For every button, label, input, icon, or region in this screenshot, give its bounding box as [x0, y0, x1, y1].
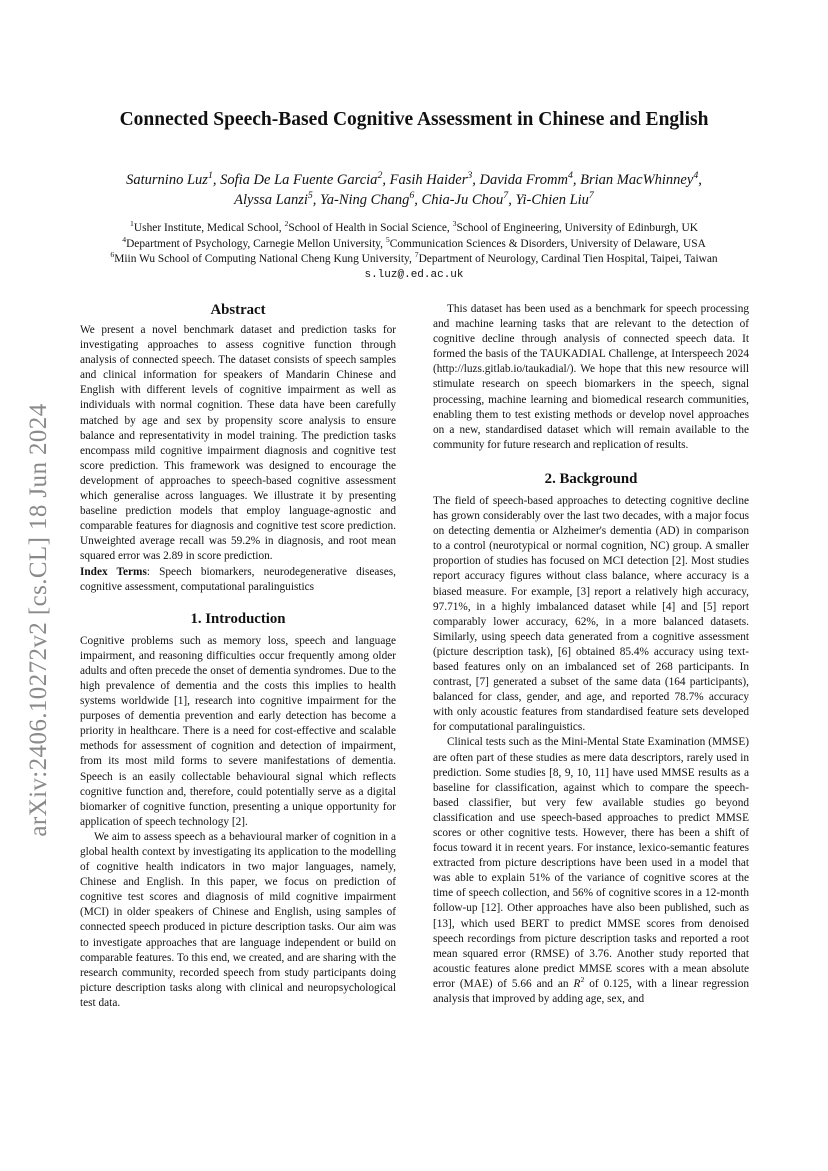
affiliation-mark: 2: [284, 219, 289, 229]
author-name: Fasih Haider: [389, 172, 468, 188]
author-line-2: Alyssa Lanzi$^5$, Ya-Ning Chang$^6$, Chia-Ju Chou$^7$, Yi-Chien Liu$^7$: [234, 190, 594, 208]
author-line-1: Saturnino Luz$^1$, Sofia De La Fuente Garcia$^2$, Fasih Haider$^3$, Davida Fromm$^4$, Brian MacWhinney$^4$,: [126, 170, 702, 188]
affiliation-line-3: [60, 252, 768, 268]
right-column: [433, 300, 749, 1007]
author-affiliation-mark: 4: [693, 170, 699, 182]
author-affiliation-mark: 1: [207, 170, 213, 182]
index-terms-label: Index Terms: [80, 565, 147, 578]
paper-title: Connected Speech-Based Cognitive Assessment in Chinese and English: [119, 109, 709, 130]
affiliation-line-1: [60, 221, 768, 237]
author-affiliation-mark: 7: [588, 190, 594, 202]
background-paragraph-2-part-a: Clinical tests such as the Mini-Mental State Examination (MMSE) are often part of these studies as mere data descriptors, rarely used in prediction. Some studies [8, 9, 10, 11] have used MMSE results as a baseline for classification, against which to compare the speech-based classifier, but very few available studies go beyond classification and use speech-based approaches to predict MMSE scores or other cognitive tests. However, there has been a shift of focus toward it in recent years. For instance, lexico-semantic features extracted from picture descriptions have been used in a model that was able to explain 51% of the variance of cognitive scores at the time of speech collection, and 56% of cognitive scores in a 12-month follow-up [12]. Other approaches have also been published, such as [13], which used BERT to predict MMSE scores from denoised speech recordings from picture description tasks and reported a root mean squared error (RMSE) of 3.76. Another study reported that acoustic features alone predict MMSE scores with a mean absolute error (MAE) of 5.66 and an: [433, 736, 749, 990]
author-name: Saturnino Luz: [126, 172, 208, 188]
affiliation-text: Department of Neurology, Cardinal Tien Hospital, Taipei, Taiwan: [418, 253, 718, 265]
arxiv-sidebar-stamp: [17, 370, 61, 870]
introduction-paragraph-1: Cognitive problems such as memory loss, speech and language impairment, and reasoning difficulties occur frequently among older adults and often precede the onset of dementia syndromes. Due to the high prevalence of dementia and the costs this implies to health systems worldwide [1], research into cognitive impairment for the purposes of dementia prevention and early detection has become a priority in healthcare. There is a need for cost-effective and scalable methods for assessment of cognition and detection of impairment, from its most mild forms to severe manifestations of dementia. Speech is an easily collectable behavioural signal which reflects cognitive function and, therefore, could potentially serve as a digital biomarker of cognitive function, presenting a unique opportunity for application of speech technology [2].: [80, 634, 396, 828]
left-column: [80, 300, 396, 1011]
arxiv-identifier: arXiv:2406.10272v2 [cs.CL] 18 Jun 2024: [25, 403, 52, 837]
introduction-paragraph-2: We aim to assess speech as a behavioural marker of cognition in a global health context by investigating its application to the modelling of cognitive health indicators in two major languages, namely, Chinese and English. In this paper, we focus on prediction of cognitive test scores and diagnosis of mild cognitive impairment (MCI) in older speakers of Chinese and English, using samples of connected speech produced in picture description tasks. Our aim was to investigate approaches that are language independent or build on comparable features. To this end, we created, and are sharing with the research community, recorded speech from study participants doing picture description tasks along with clinical and neuropsychological test data.: [80, 830, 396, 1009]
author-name: Alyssa Lanzi: [234, 192, 308, 208]
author-affiliation-mark: 5: [307, 190, 313, 202]
contact-email: s.luz@.ed.ac.uk: [364, 268, 464, 281]
author-name: Yi-Chien Liu: [515, 192, 589, 208]
affiliation-mark: 3: [452, 219, 457, 229]
author-name: Sofia De La Fuente Garcia: [220, 172, 378, 188]
background-paragraph-2: [433, 735, 749, 1007]
background-paragraph-1: The field of speech-based approaches to detecting cognitive decline has grown considerably over the last two decades, with a major focus on detecting dementia or Alzheimer's dementia (AD) in comparison to a control (neurotypical or normal cognition, NC) group. A smaller proportion of studies has focused on MCI detection [2]. Most studies report accuracy figures without class balance, where accuracy is a biased measure. For example, [3] report a relatively high accuracy, 97.71%, in a highly imbalanced dataset while [4] and [5] report comparably lower accuracy, 62%, in a more balanced datasets. Similarly, using speech data generated from a cognitive assessment (picture description task), [6] obtained 85.4% accuracy using text-based features only on an imbalanced set of 268 participants. In contrast, [7] generated a subset of the same data (164 participants), balanced for class, gender, and age, and reported 78.7% accuracy with only acoustic features from standardised feature sets developed for computational paralinguistics.: [433, 494, 749, 734]
index-terms: [80, 565, 396, 595]
abstract-text: We present a novel benchmark dataset and prediction tasks for investigating approaches to assess cognitive function through analysis of connected speech. The dataset consists of speech samples and clinical information for speakers of Mandarin Chinese and English with different levels of cognitive impairment as well as individuals with normal cognition. These data have been carefully matched by age and sex by propensity score analysis to ensure balance and representativity in model training. The prediction tasks encompass mild cognitive impairment diagnosis and cognitive test score prediction. This framework was designed to encourage the development of approaches to speech-based cognitive assessment which generalise across languages. We illustrate it by presenting baseline prediction models that employ language-agnostic and comparable features for diagnosis and cognitive test score prediction. Unweighted average recall was 59.2% in diagnosis, and root mean squared error was 2.89 in score prediction.: [80, 324, 396, 563]
affiliation-text: Miin Wu School of Computing National Cheng Kung University,: [114, 253, 415, 265]
author-list: [80, 170, 748, 210]
background-paragraph-2-part-b: of 0.125, with a linear regression analysis that improved by adding age, sex, and: [433, 977, 749, 1006]
affiliation-mark: 7: [414, 250, 419, 260]
author-affiliation-mark: 4: [567, 170, 573, 182]
index-terms-text: : Speech biomarkers, neurodegenerative diseases, cognitive assessment, computational paralinguistics: [80, 565, 397, 593]
author-affiliation-mark: 7: [503, 190, 509, 202]
author-name: Brian MacWhinney: [580, 172, 694, 188]
author-name: Ya-Ning Chang: [320, 192, 410, 208]
affiliation-mark: 5: [385, 234, 390, 244]
author-affiliation-mark: 3: [467, 170, 473, 182]
affiliation-text: Communication Sciences & Disorders, University of Delaware, USA: [389, 237, 706, 250]
affiliation-text: Department of Psychology, Carnegie Mellon University,: [126, 237, 386, 250]
affiliation-mark: 4: [122, 234, 127, 244]
affiliation-mark: 6: [110, 250, 115, 260]
author-name: Davida Fromm: [479, 172, 568, 188]
affiliation-mark: 1: [130, 219, 134, 229]
author-affiliation-mark: 2: [377, 170, 383, 182]
background-heading: 2. Background: [544, 470, 638, 487]
affiliation-text: Usher Institute, Medical School,: [133, 222, 285, 234]
affiliations: [60, 221, 768, 283]
author-affiliation-mark: 6: [409, 190, 415, 202]
author-name: Chia-Ju Chou: [421, 192, 504, 208]
abstract-heading: Abstract: [210, 302, 266, 318]
affiliation-text: School of Health in Social Science,: [288, 222, 453, 234]
r-squared-exponent: 2: [580, 975, 585, 985]
affiliation-text: School of Engineering, University of Edinburgh, UK: [456, 222, 698, 234]
dataset-paragraph: This dataset has been used as a benchmark for speech processing and machine learning tasks that are relevant to the detection of cognitive decline through analysis of connected speech data. It formed the basis of the TAUKADIAL Challenge, at Interspeech 2024 (http://luzs.gitlab.io/taukadial/). We hope that this new resource will stimulate research on speech biomarkers in the speech, signal processing, machine learning and biomedical research communities, enabling them to test existing methods or develop novel approaches on a new, standardised dataset which will remain available to the community for future research and replication of results.: [433, 303, 749, 451]
introduction-heading: 1. Introduction: [190, 610, 286, 627]
r-squared-symbol: R: [573, 977, 581, 990]
